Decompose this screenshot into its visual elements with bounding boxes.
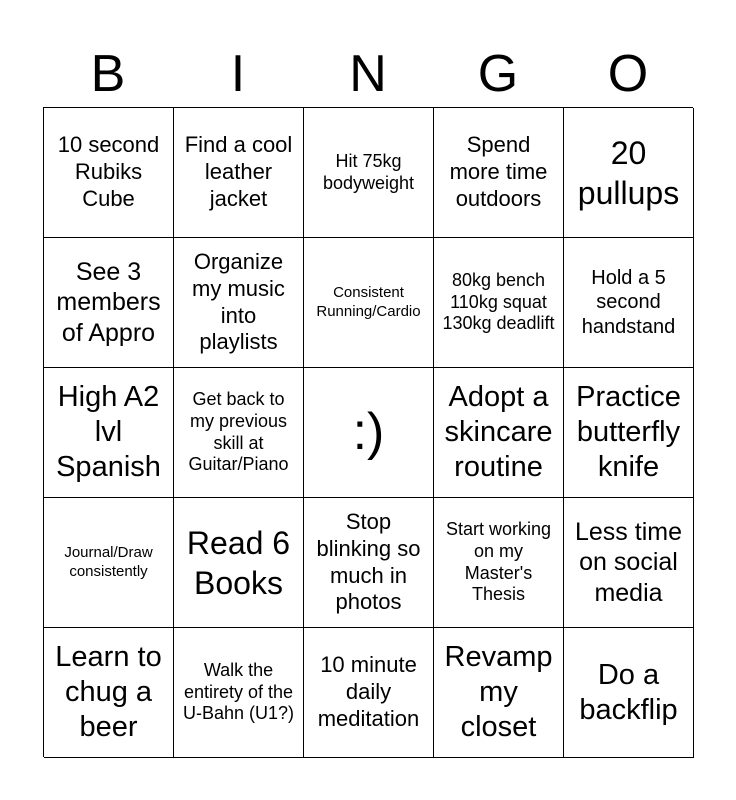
bingo-cell[interactable] [174, 498, 304, 628]
bingo-cell-text: Hit 75kg bodyweight [322, 150, 415, 193]
bingo-cell[interactable] [44, 238, 174, 368]
bingo-cell[interactable] [304, 628, 434, 758]
bingo-cell[interactable] [44, 628, 174, 758]
bingo-cell[interactable] [564, 108, 694, 238]
bingo-cell-text: Less time on social media [575, 517, 682, 607]
header-letter-n: N [349, 45, 387, 103]
bingo-cell[interactable] [564, 238, 694, 368]
bingo-cell-text: Do a backflip [579, 658, 678, 726]
bingo-cell[interactable] [174, 238, 304, 368]
bingo-cell-text: 10 minute daily meditation [317, 652, 420, 731]
bingo-cell[interactable] [44, 368, 174, 498]
bingo-cell-text: Practice butterfly knife [576, 381, 681, 483]
bingo-cell-text: 20 pullups [577, 134, 680, 211]
bingo-cell[interactable] [174, 108, 304, 238]
bingo-cell[interactable] [434, 498, 564, 628]
bingo-cell[interactable] [434, 108, 564, 238]
bingo-cell-text: Hold a 5 second handstand [581, 266, 676, 338]
bingo-cell-text: Find a cool leather jacket [184, 132, 293, 211]
bingo-cell[interactable] [304, 238, 434, 368]
bingo-cell-text: Start working on my Master's Thesis [445, 518, 552, 605]
bingo-cell[interactable] [44, 498, 174, 628]
bingo-cell-text: 10 second Rubiks Cube [57, 132, 160, 211]
bingo-header [43, 40, 693, 108]
header-letter-b: B [90, 45, 126, 103]
bingo-cell-text: High A2 lvl Spanish [56, 381, 161, 483]
bingo-cell-text: Revamp my closet [444, 641, 553, 743]
bingo-cell-text: Walk the entirety of the U-Bahn (U1?) [182, 659, 295, 724]
header-letter-i: I [230, 45, 246, 103]
bingo-cell[interactable] [564, 498, 694, 628]
free-space-cell[interactable] [304, 368, 434, 498]
bingo-cell-text: Spend more time outdoors [449, 132, 548, 211]
bingo-cell[interactable] [174, 628, 304, 758]
bingo-cell-text: Learn to chug a beer [55, 641, 162, 743]
bingo-cell-text: Journal/Draw consistently [64, 544, 153, 580]
bingo-cell-text: Get back to my previous skill at Guitar/Piano [188, 388, 289, 475]
bingo-cell[interactable] [434, 628, 564, 758]
bingo-cell[interactable] [44, 108, 174, 238]
header-letter-o: O [607, 45, 649, 103]
bingo-cell-text: Read 6 Books [186, 524, 291, 601]
bingo-cell[interactable] [564, 628, 694, 758]
bingo-grid [43, 107, 693, 757]
bingo-cell[interactable] [174, 368, 304, 498]
bingo-cell[interactable] [564, 368, 694, 498]
bingo-cell-text: Consistent Running/Cardio [316, 284, 421, 320]
bingo-cell-text: Adopt a skincare routine [444, 381, 553, 483]
header-letter-g: G [477, 45, 519, 103]
bingo-cell[interactable] [304, 498, 434, 628]
bingo-cell-text: :) [352, 402, 385, 461]
bingo-cell-text: Organize my music into playlists [192, 248, 285, 355]
bingo-cell[interactable] [304, 108, 434, 238]
bingo-cell-text: Stop blinking so much in photos [316, 508, 421, 615]
bingo-cell[interactable] [434, 238, 564, 368]
bingo-cell-text: See 3 members of Appro [56, 257, 161, 347]
bingo-cell-text: 80kg bench 110kg squat 130kg deadlift [442, 269, 555, 334]
bingo-cell[interactable] [434, 368, 564, 498]
